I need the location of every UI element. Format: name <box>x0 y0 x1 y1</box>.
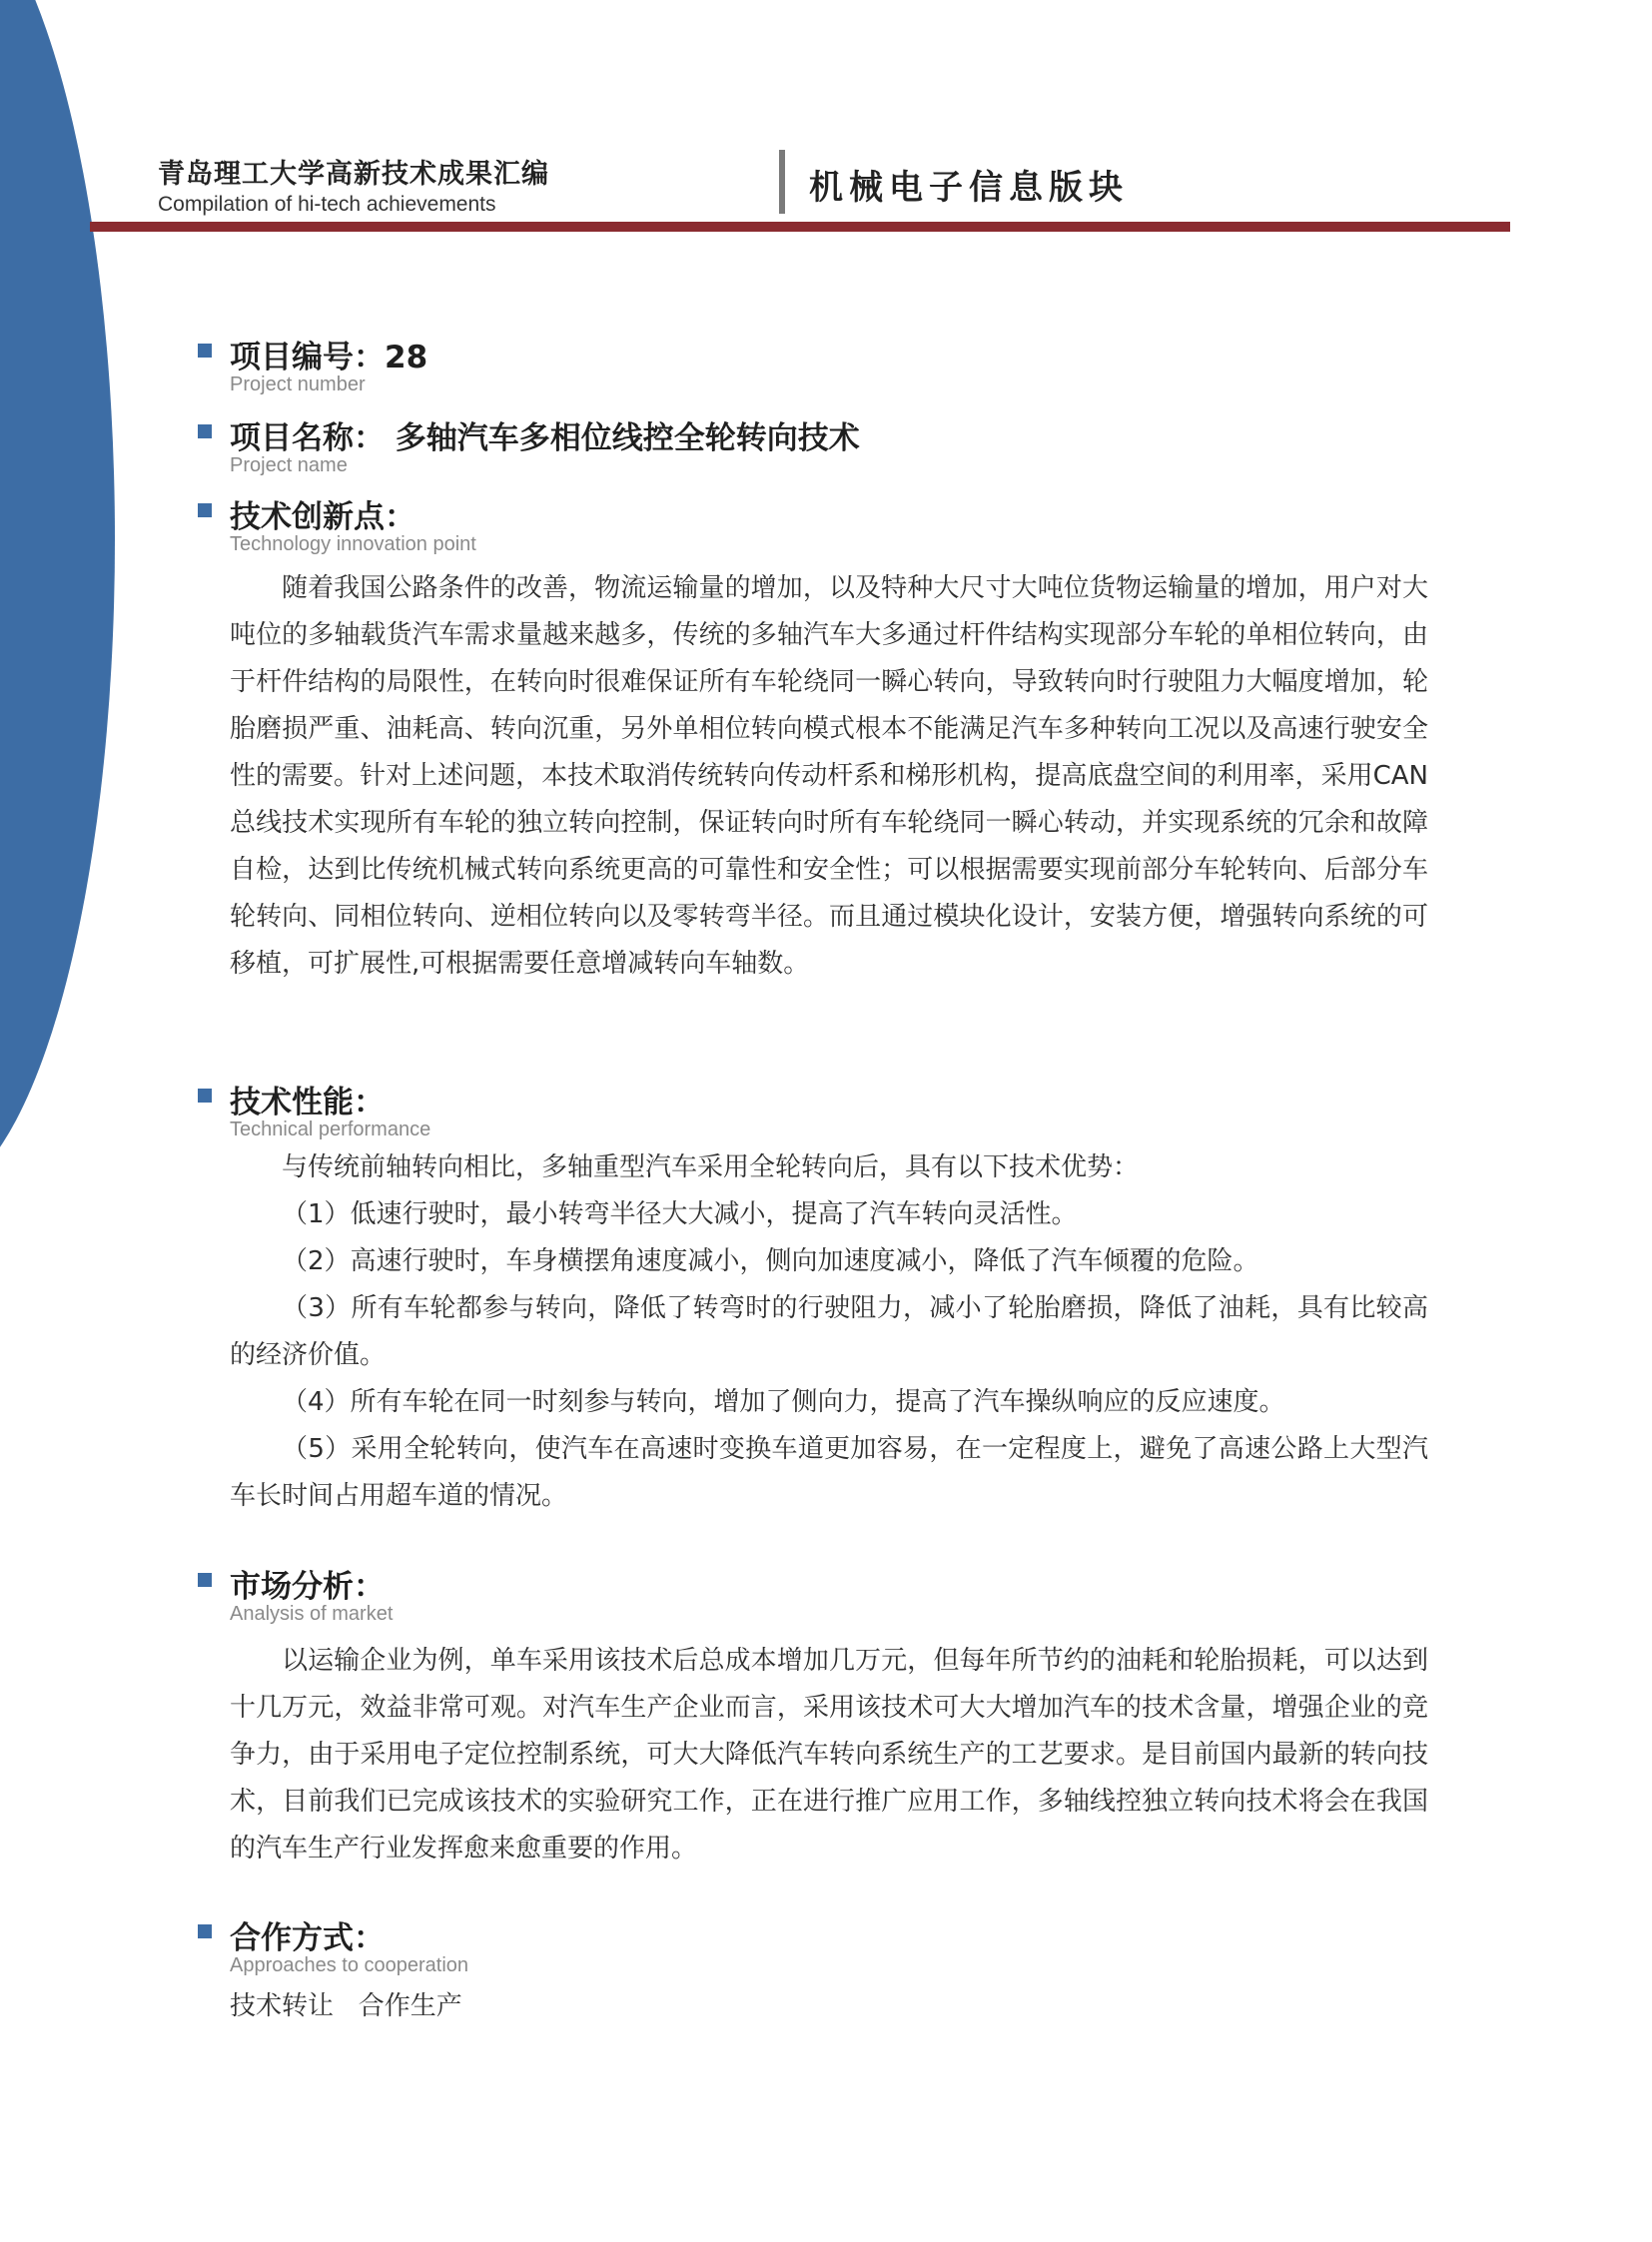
performance-intro: 与传统前轴转向相比，多轴重型汽车采用全轮转向后，具有以下技术优势： <box>282 1152 1140 1182</box>
performance-item: （2）高速行驶时，车身横摆角速度减小，侧向加速度减小，降低了汽车倾覆的危险。 <box>282 1246 1259 1276</box>
performance-item: （3）所有车轮都参与转向，降低了转弯时的行驶阻力，减小了轮胎磨损，降低了油耗，具有比较高的经济价值。 <box>230 1293 1428 1370</box>
performance-item: （5）采用全轮转向，使汽车在高速时变换车道更加容易，在一定程度上，避免了高速公路上大型汽车长时间占用超车道的情况。 <box>230 1434 1428 1511</box>
bullet-square-icon <box>198 344 212 358</box>
project-name-label: 项目名称： 多轴汽车多相位线控全轮转向技术 <box>230 420 860 456</box>
market-label: 市场分析： <box>230 1569 385 1605</box>
innovation-text: 随着我国公路条件的改善，物流运输量的增加，以及特种大尺寸大吨位货物运输量的增加，用户对大吨位的多轴载货汽车需求量越来越多，传统的多轴汽车大多通过杆件结构实现部分车轮的单相位转向，由于杆件结构的局限性，在转向时很难保证所有车轮绕同一瞬心转向，导致转向时行驶阻力大幅度增加，轮胎磨损严重、油耗高、转向沉重，另外单相位转向模式根本不能满足汽车多种转向工况以及高速行驶安全性的需要。针对上述问题，本技术取消传统转向传动杆系和梯形机构，提高底盘空间的利用率，采用CAN总线技术实现所有车轮的独立转向控制，保证转向时所有车轮绕同一瞬心转动，并实现系统的冗余和故障自检，达到比传统机械式转向系统更高的可靠性和安全性；可以根据需要实现前部分车轮转向、后部分车轮转向、同相位转向、逆相位转向以及零转弯半径。而且通过模块化设计，安装方便，增强转向系统的可移植，可扩展性,可根据需要任意增减转向车轴数。 <box>230 573 1428 979</box>
performance-en: Technical performance <box>230 1119 431 1140</box>
header-rule <box>90 222 1510 232</box>
bullet-square-icon <box>198 1573 212 1587</box>
performance-label: 技术性能： <box>230 1085 385 1121</box>
cooperation-en: Approaches to cooperation <box>230 1954 469 1976</box>
bullet-square-icon <box>198 424 212 438</box>
market-text: 以运输企业为例，单车采用该技术后总成本增加几万元，但每年所节约的油耗和轮胎损耗，可以达到十几万元，效益非常可观。对汽车生产企业而言，采用该技术可大大增加汽车的技术含量，增强企业的竞争力，由于采用电子定位控制系统，可大大降低汽车转向系统生产的工艺要求。是目前国内最新的转向技术，目前我们已完成该技术的实验研究工作，正在进行推广应用工作，多轴线控独立转向技术将会在我国的汽车生产行业发挥愈来愈重要的作用。 <box>230 1646 1428 1864</box>
performance-item: （1）低速行驶时，最小转弯半径大大减小，提高了汽车转向灵活性。 <box>282 1199 1078 1229</box>
header-section-name: 机械电子信息版块 <box>809 168 1129 208</box>
bullet-square-icon <box>198 1089 212 1103</box>
header-title: 青岛理工大学高新技术成果汇编 <box>158 159 549 190</box>
left-decorative-shape <box>0 0 115 1198</box>
cooperation-text: 技术转让 合作生产 <box>230 1991 462 2021</box>
cooperation-label: 合作方式： <box>230 1920 385 1956</box>
bullet-square-icon <box>198 503 212 517</box>
project-name-en: Project name <box>230 454 348 476</box>
innovation-label: 技术创新点： <box>230 499 415 535</box>
innovation-en: Technology innovation point <box>230 533 476 555</box>
header-divider <box>779 150 785 214</box>
project-number-label: 项目编号：28 <box>230 340 428 375</box>
header-subtitle: Compilation of hi-tech achievements <box>158 193 496 216</box>
bullet-square-icon <box>198 1924 212 1938</box>
project-number-en: Project number <box>230 374 366 395</box>
market-en: Analysis of market <box>230 1603 394 1625</box>
performance-item: （4）所有车轮在同一时刻参与转向，增加了侧向力，提高了汽车操纵响应的反应速度。 <box>282 1387 1285 1417</box>
